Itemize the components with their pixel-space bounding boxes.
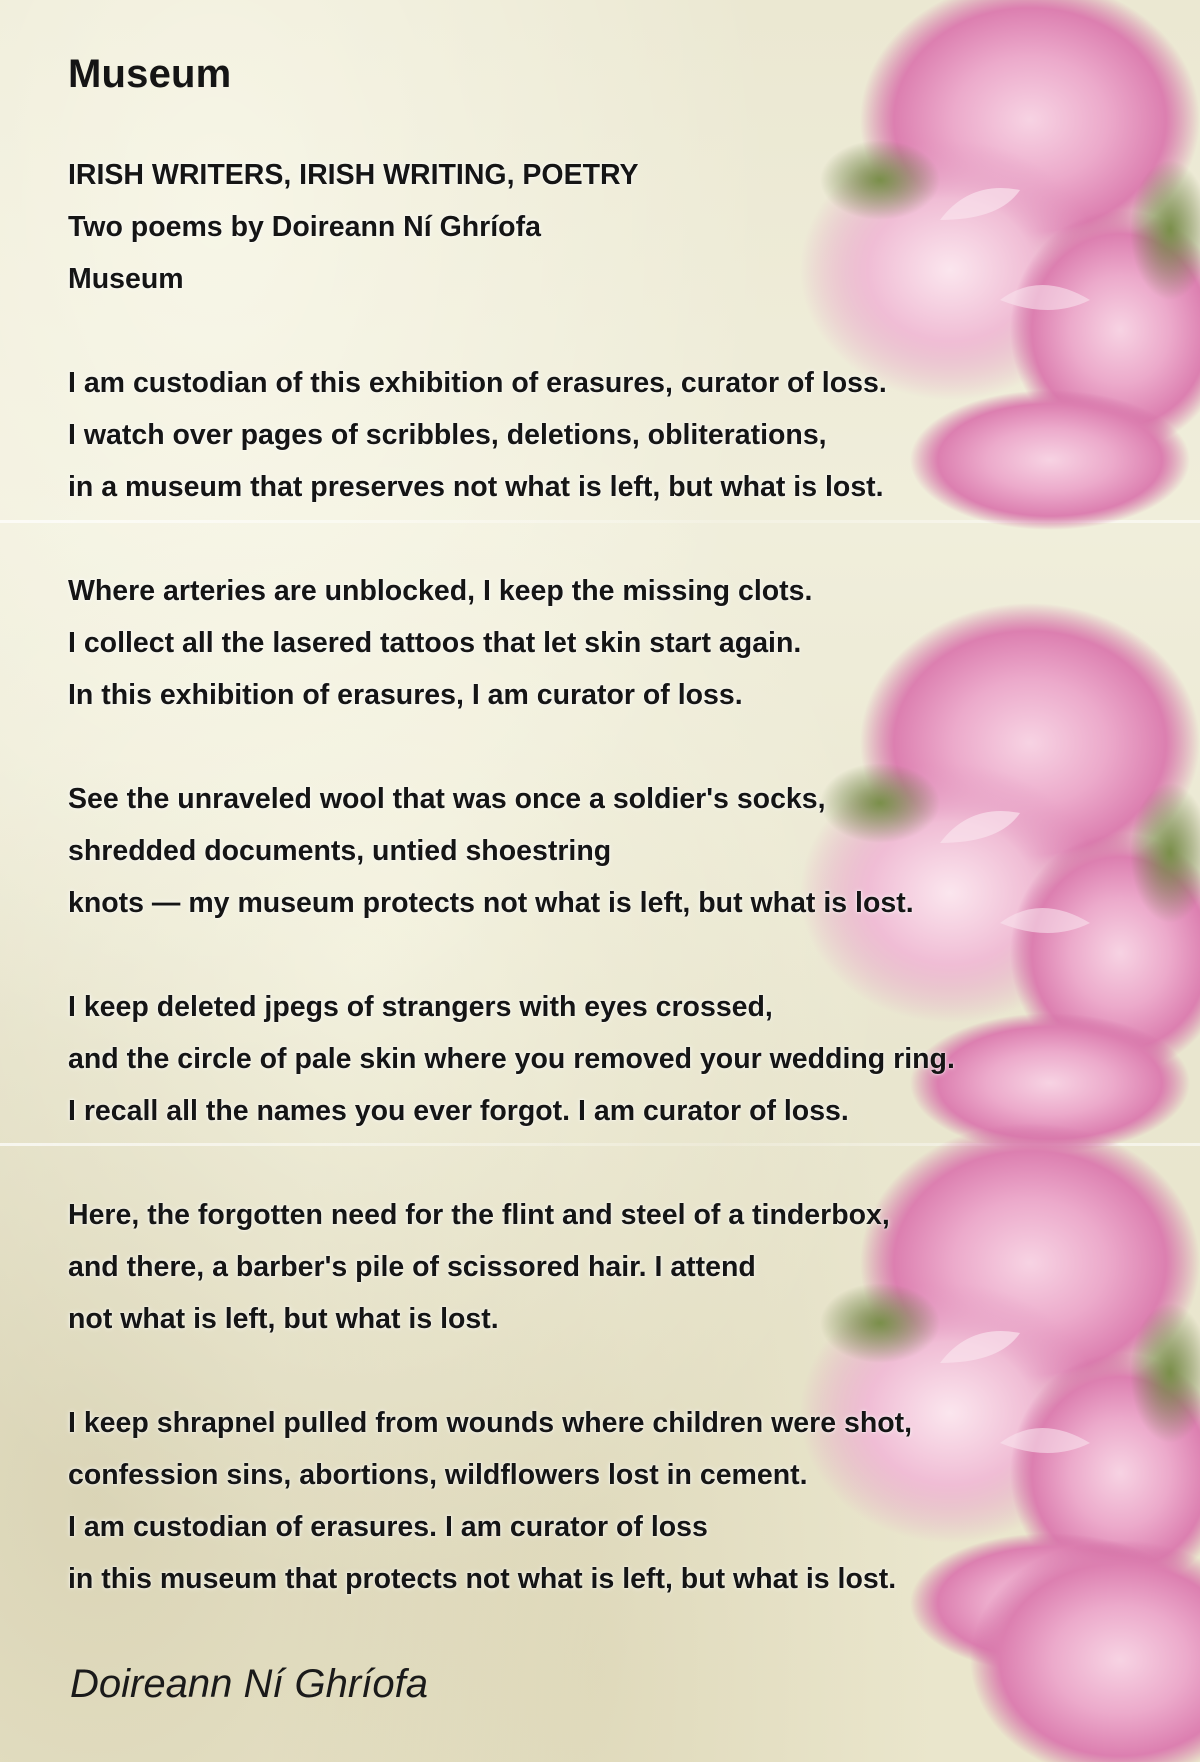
poem-title: Museum [68,52,232,96]
author-signature: Doireann Ní Ghríofa [70,1662,428,1706]
poem-line: and there, a barber's pile of scissored hair. I attend [68,1251,756,1283]
poem-line: In this exhibition of erasures, I am curator of loss. [68,679,743,711]
stanza [68,773,1068,929]
poem-line: knots — my museum protects not what is left, but what is lost. [68,887,914,919]
poem-line: I keep shrapnel pulled from wounds where children were shot, [68,1407,913,1439]
poem-subtitle: Museum [68,263,184,295]
header-block [68,149,1068,305]
poem-line: confession sins, abortions, wildflowers lost in cement. [68,1459,808,1491]
poem-line: in this museum that protects not what is left, but what is lost. [68,1563,897,1595]
poem-line: I recall all the names you ever forgot. I am curator of loss. [68,1095,849,1127]
poem-line: I collect all the lasered tattoos that let skin start again. [68,627,802,659]
poem-line: See the unraveled wool that was once a soldier's socks, [68,783,826,815]
stanza [68,357,1068,513]
stanza [68,1189,1068,1345]
poem-content [68,52,1068,1605]
byline: Two poems by Doireann Ní Ghríofa [68,211,541,243]
poem-line: I am custodian of this exhibition of erasures, curator of loss. [68,367,887,399]
poem-line: shredded documents, untied shoestring [68,835,612,867]
stanza [68,565,1068,721]
poem-line: I watch over pages of scribbles, deletions, obliterations, [68,419,827,451]
poem-line: and the circle of pale skin where you removed your wedding ring. [68,1043,955,1075]
poem-line: I am custodian of erasures. I am curator of loss [68,1511,708,1543]
category-line: IRISH WRITERS, IRISH WRITING, POETRY [68,159,639,191]
poem-line: I keep deleted jpegs of strangers with eyes crossed, [68,991,773,1023]
poem-line: in a museum that preserves not what is left, but what is lost. [68,471,884,503]
stanza [68,981,1068,1137]
poem-line: Here, the forgotten need for the flint and steel of a tinderbox, [68,1199,890,1231]
poem-line: Where arteries are unblocked, I keep the missing clots. [68,575,813,607]
poem-line: not what is left, but what is lost. [68,1303,499,1335]
stanza [68,1397,1068,1605]
